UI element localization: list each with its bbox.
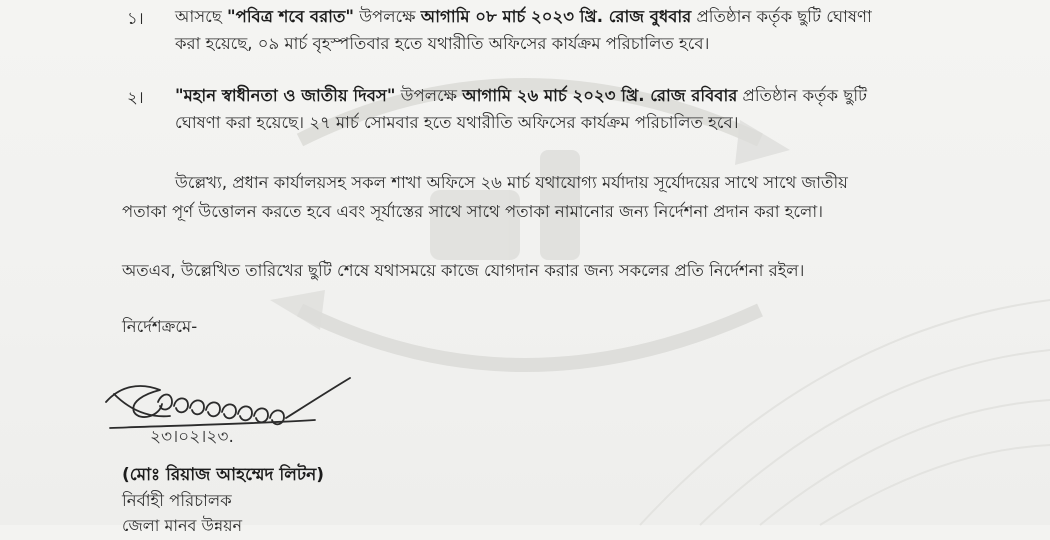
- item-1-highlight-occasion: "পবিত্র শবে বরাত": [227, 7, 354, 26]
- item-1-post: প্রতিষ্ঠান কর্তৃক ছুটি ঘোষণা: [691, 7, 872, 26]
- item-2-post: প্রতিষ্ঠান কর্তৃক ছুটি: [737, 86, 868, 105]
- item-1-mid: উপলক্ষে: [353, 7, 421, 26]
- signatory-designation: নির্বাহী পরিচালক: [122, 491, 232, 510]
- signatory-name: (মোঃ রিয়াজ আহম্মেদ লিটন): [122, 465, 325, 485]
- item-1-line-2: করা হয়েছে, ০৯ মার্চ বৃহস্পতিবার হতে যথারীতি অফিসের কার্যক্রম পরিচালিত হবে।: [175, 34, 710, 53]
- signatory-organization: জেলা মানব উন্নয়ন: [122, 516, 243, 535]
- item-number-2: ২।: [127, 88, 144, 107]
- item-1-line-1: [175, 6, 872, 28]
- item-2-line-1: [175, 85, 867, 107]
- paragraph-flag-line-1: উল্লেখ্য, প্রধান কার্যালয়সহ সকল শাখা অফিসে ২৬ মার্চ যথাযোগ্য মর্যাদায় সূর্যোদয়ের সাথে সাথে জাতীয়: [175, 173, 848, 192]
- item-number-1: ১।: [127, 9, 144, 28]
- item-2-highlight-date: আগামি ২৬ মার্চ ২০২৩ খ্রি. রোজ রবিবার: [462, 86, 738, 105]
- signature-date: ২৩।০২।২৩.: [150, 427, 234, 447]
- item-2-mid: উপলক্ষে: [395, 86, 463, 105]
- item-1-pre: আসছে: [175, 7, 228, 26]
- item-2-line-2: ঘোষণা করা হয়েছে। ২৭ মার্চ সোমবার হতে যথারীতি অফিসের কার্যক্রম পরিচালিত হবে।: [175, 113, 739, 132]
- item-1-highlight-date: আগামি ০৮ মার্চ ২০২৩ খ্রি. রোজ বুধবার: [420, 7, 692, 26]
- item-2-highlight-occasion: "মহান স্বাধীনতা ও জাতীয় দিবস": [175, 86, 396, 105]
- paragraph-flag-line-2: পতাকা পূর্ণ উত্তোলন করতে হবে এবং সূর্যাস্তের সাথে সাথে পতাকা নামানোর জন্য নির্দেশনা প্রদান করা হলো।: [122, 202, 824, 221]
- paragraph-instruction: অতএব, উল্লেখিত তারিখের ছুটি শেষে যথাসময়ে কাজে যোগদান করার জন্য সকলের প্রতি নির্দেশনা রইল।: [122, 261, 805, 280]
- closing-text: নির্দেশক্রমে-: [122, 317, 198, 336]
